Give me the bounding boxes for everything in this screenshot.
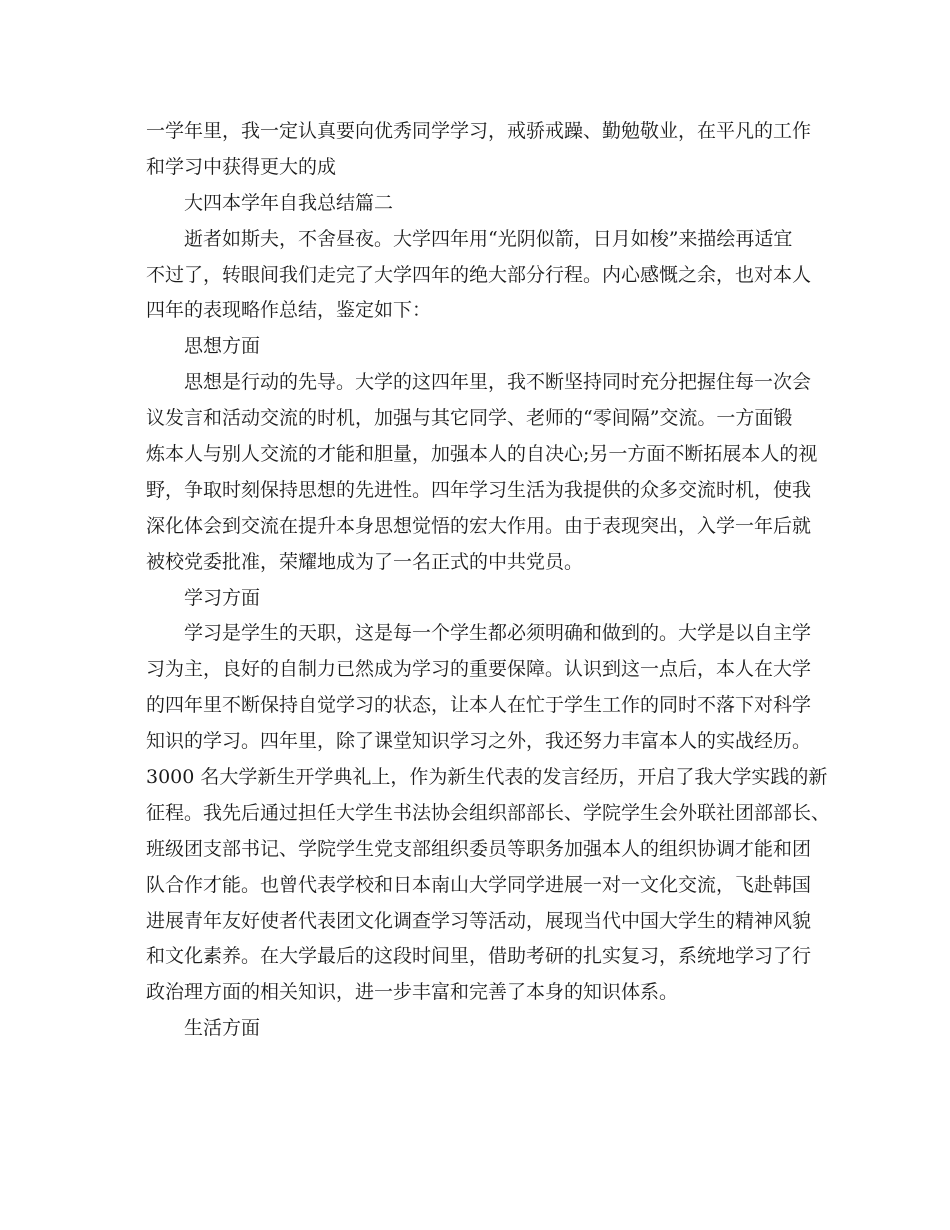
- document-body: [146, 114, 831, 1047]
- text-line: 进展青年友好使者代表团文化调查学习等活动，展现当代中国大学生的精神风貌: [146, 909, 812, 932]
- text-line: 议发言和活动交流的时机，加强与其它同学、老师的“零间隔”交流。一方面锻: [146, 407, 793, 430]
- text-line: 习为主，良好的自制力已然成为学习的重要保障。认识到这一点后，本人在大学: [146, 658, 812, 681]
- text-line: 队合作才能。也曾代表学校和日本南山大学同学进展一对一文化交流，飞赴韩国: [146, 873, 812, 896]
- text-line: 野，争取时刻保持思想的先进性。四年学习生活为我提供的众多交流时机，使我: [146, 478, 812, 501]
- text-line: 不过了，转眼间我们走完了大学四年的绝大部分行程。内心感慨之余，也对本人: [146, 263, 812, 286]
- text-line: 3000 名大学新生开学典礼上，作为新生代表的发言经历，开启了我大学实践的新: [146, 766, 828, 789]
- text-line: 一学年里，我一定认真要向优秀同学学习，戒骄戒躁、勤勉敬业，在平凡的工作: [146, 120, 812, 142]
- paragraph-start-line: 思想是行动的先导。大学的这四年里，我不断坚持同时充分把握住每一次会: [184, 371, 812, 394]
- text-line: 知识的学习。四年里，除了课堂知识学习之外，我还努力丰富本人的实战经历。: [146, 730, 812, 753]
- paragraph-start-line: 逝者如斯夫，不舍昼夜。大学四年用“光阴似箭，日月如梭”来描绘再适宜: [184, 227, 793, 250]
- text-line: 深化体会到交流在提升本身思想觉悟的宏大作用。由于表现突出，入学一年后就: [146, 514, 812, 537]
- paragraph-start-line: 生活方面: [184, 1017, 261, 1040]
- paragraph-start-line: 学习方面: [184, 586, 261, 609]
- paragraph-start-line: 思想方面: [184, 335, 261, 358]
- text-line: 征程。我先后通过担任大学生书法协会组织部部长、学院学生会外联社团部部长、: [146, 801, 831, 824]
- text-line: 炼本人与别人交流的才能和胆量，加强本人的自决心;另一方面不断拓展本人的视: [146, 443, 818, 466]
- text-line: 和学习中获得更大的成: [146, 155, 337, 178]
- paragraph-start-line: 学习是学生的天职，这是每一个学生都必须明确和做到的。大学是以自主学: [184, 622, 812, 645]
- text-line: 班级团支部书记、学院学生党支部组织委员等职务加强本人的组织协调才能和团: [146, 837, 812, 860]
- text-line: 被校党委批准，荣耀地成为了一名正式的中共党员。: [146, 550, 584, 573]
- text-line: 和文化素养。在大学最后的这段时间里，借助考研的扎实复习，系统地学习了行: [146, 945, 812, 968]
- paragraph-start-line: 大四本学年自我总结篇二: [184, 191, 394, 214]
- text-line: 政治理方面的相关知识，进一步丰富和完善了本身的知识体系。: [146, 981, 679, 1004]
- text-line: 的四年里不断保持自觉学习的状态，让本人在忙于学生工作的同时不落下对科学: [146, 694, 812, 717]
- text-line: 四年的表现略作总结，鉴定如下：: [146, 299, 432, 322]
